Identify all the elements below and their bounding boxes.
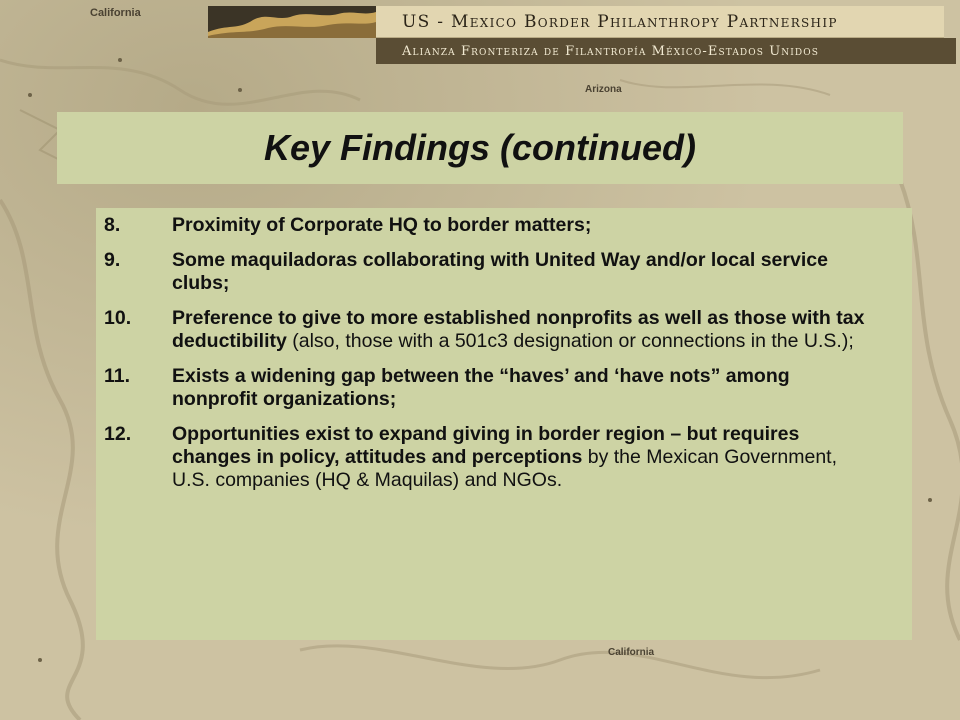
finding-bold-text: Exists a widening gap between the “haves’ and ‘have nots” among nonprofit organizations;	[172, 365, 790, 410]
finding-number: 9.	[104, 249, 121, 271]
finding-text	[172, 423, 872, 492]
finding-item	[104, 423, 872, 492]
finding-bold-text: Some maquiladoras collaborating with United Way and/or local service clubs;	[172, 249, 828, 294]
map-label-california-south: California	[608, 647, 655, 658]
header-banner-english	[376, 6, 944, 38]
finding-bold-text: Preference to give to more established nonprofits as well as those with tax deductibility	[172, 307, 865, 352]
finding-item	[104, 249, 872, 295]
finding-text	[172, 214, 872, 237]
header-banner-spanish	[376, 38, 956, 64]
finding-bold-text: Opportunities exist to expand giving in border region – but requires changes in policy, attitudes and perceptions	[172, 423, 800, 468]
finding-normal-text: by the Mexican Government, U.S. companies (HQ & Maquilas) and NGOs.	[172, 446, 838, 491]
finding-number: 10.	[104, 307, 132, 329]
slide-title: Key Findings (continued)	[264, 127, 696, 168]
finding-item	[104, 307, 872, 353]
finding-normal-text: (also, those with a 501c3 designation or connections in the U.S.);	[286, 330, 854, 352]
slide-title-box	[57, 112, 903, 184]
finding-item	[104, 214, 872, 237]
finding-text	[172, 249, 872, 295]
finding-item	[104, 365, 872, 411]
finding-number: 12.	[104, 423, 132, 445]
finding-number: 11.	[104, 365, 131, 387]
header-title-spanish: Alianza Fronteriza de Filantropía México-Estados Unidos	[402, 43, 819, 59]
map-label-arizona: Arizona	[585, 84, 622, 95]
finding-bold-text: Proximity of Corporate HQ to border matters;	[172, 214, 592, 236]
header-title-english: US - Mexico Border Philanthropy Partnership	[402, 11, 838, 32]
partnership-logo	[208, 6, 376, 38]
findings-panel	[96, 208, 912, 640]
finding-text	[172, 365, 872, 411]
map-label-california: California	[90, 7, 141, 19]
finding-text	[172, 307, 872, 353]
finding-number: 8.	[104, 214, 121, 236]
